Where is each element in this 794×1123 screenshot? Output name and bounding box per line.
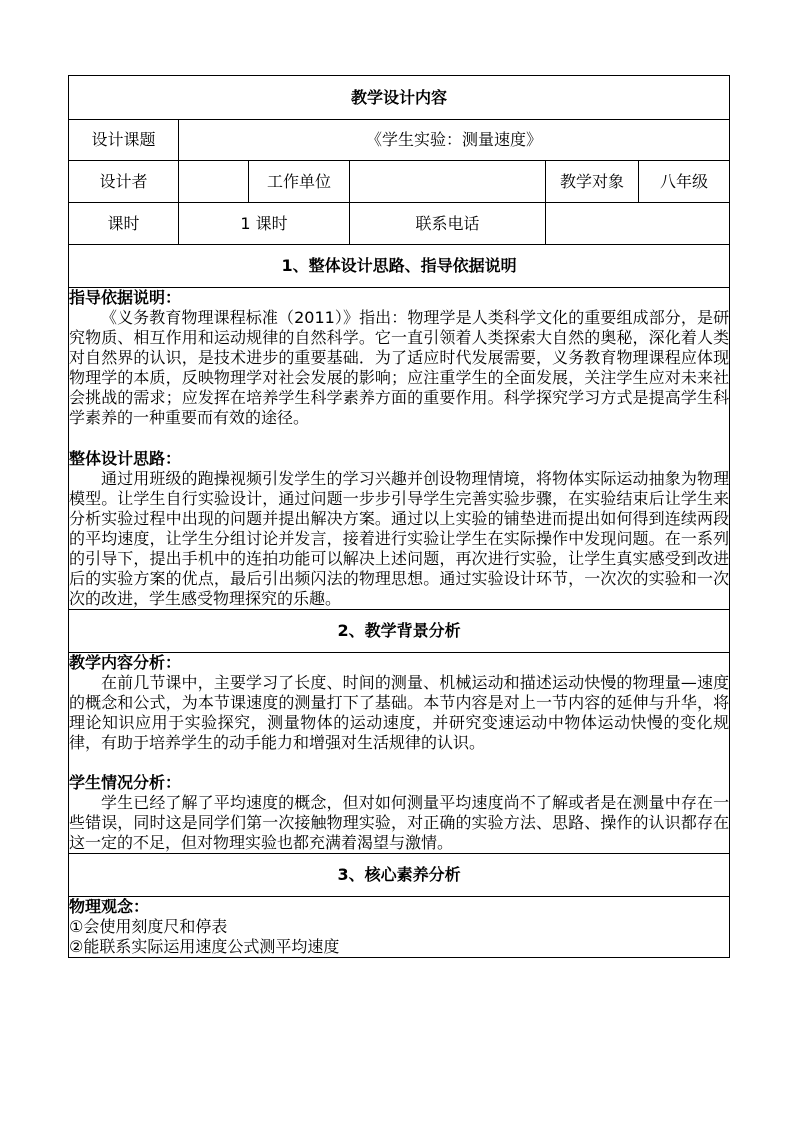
target-value: 八年级 [639,161,730,203]
designer-label: 设计者 [69,161,179,203]
idea-heading: 整体设计思路： [69,448,182,468]
basis-heading: 指导依据说明： [69,288,182,307]
section3-body [69,897,730,958]
concept-heading: 物理观念： [69,897,150,917]
content-text: 在前几节课中，主要学习了长度、时间的测量、机械运动和描述运动快慢的物理量—速度的概念和公式，为本节课速度的测量打下了基础。本节内容是对上一节内容的延伸与升华，将理论知识应用于实验探究，测量物体的运动速度，并研究变速运动中物体运动快慢的变化规律，有助于培养学生的动手能力和增强对生活规律的认识。 [69,672,730,752]
unit-value [350,161,546,203]
section2-title: 2、教学背景分析 [69,609,730,652]
designer-value [179,161,249,203]
table-title: 教学设计内容 [69,76,730,120]
section1-body [69,288,730,610]
concept-item: ②能联系实际运用速度公式测平均速度 [69,937,340,957]
hours-value: 1 课时 [179,203,350,245]
section3-title: 3、核心素养分析 [69,854,730,897]
lesson-design-table [68,75,730,958]
target-label: 教学对象 [546,161,639,203]
course-value: 《学生实验：测量速度》 [179,120,730,161]
phone-value [546,203,730,245]
hours-label: 课时 [69,203,179,245]
unit-label: 工作单位 [249,161,350,203]
content-heading: 教学内容分析： [69,652,182,672]
course-label: 设计课题 [69,120,179,161]
phone-label: 联系电话 [350,203,546,245]
section1-title: 1、整体设计思路、指导依据说明 [69,245,730,288]
concept-item: ①会使用刻度尺和停表 [69,917,228,937]
idea-text: 通过用班级的跑操视频引发学生的学习兴趣并创设物理情境，将物体实际运动抽象为物理模型。让学生自行实验设计，通过问题一步步引导学生完善实验步骤，在实验结束后让学生来分析实验过程中出现的问题并提出解决方案。通过以上实验的铺垫进而提出如何得到连续两段的平均速度，让学生分组讨论并发言，接着进行实验让学生在实际操作中发现问题。在一系列的引导下，提出手机中的连拍功能可以解决上述问题，再次进行实验，让学生真实感受到改进后的实验方案的优点，最后引出频闪法的物理思想。通过实验设计环节，一次次的实验和一次次的改进，学生感受物理探究的乐趣。 [69,468,730,608]
section2-body [69,652,730,854]
student-text: 学生已经了解了平均速度的概念，但对如何测量平均速度尚不了解或者是在测量中存在一些错误，同时这是同学们第一次接触物理实验，对正确的实验方法、思路、操作的认识都存在这一定的不足，但对物理实验也都充满着渴望与激情。 [69,793,730,853]
basis-text: 《义务教育物理课程标准（2011）》指出：物理学是人类科学文化的重要组成部分，是研究物质、相互作用和运动规律的自然科学。它一直引领着人类探索大自然的奥秘，深化着人类对自然界的认识，是技术进步的重要基础．为了适应时代发展需要，义务教育物理课程应体现物理学的本质，反映物理学对社会发展的影响；应注重学生的全面发展，关注学生应对未来社会挑战的需求；应发挥在培养学生科学素养方面的重要作用。科学探究学习方式是提高学生科学素养的一种重要而有效的途径。 [69,308,730,427]
student-heading: 学生情况分析： [69,773,182,793]
